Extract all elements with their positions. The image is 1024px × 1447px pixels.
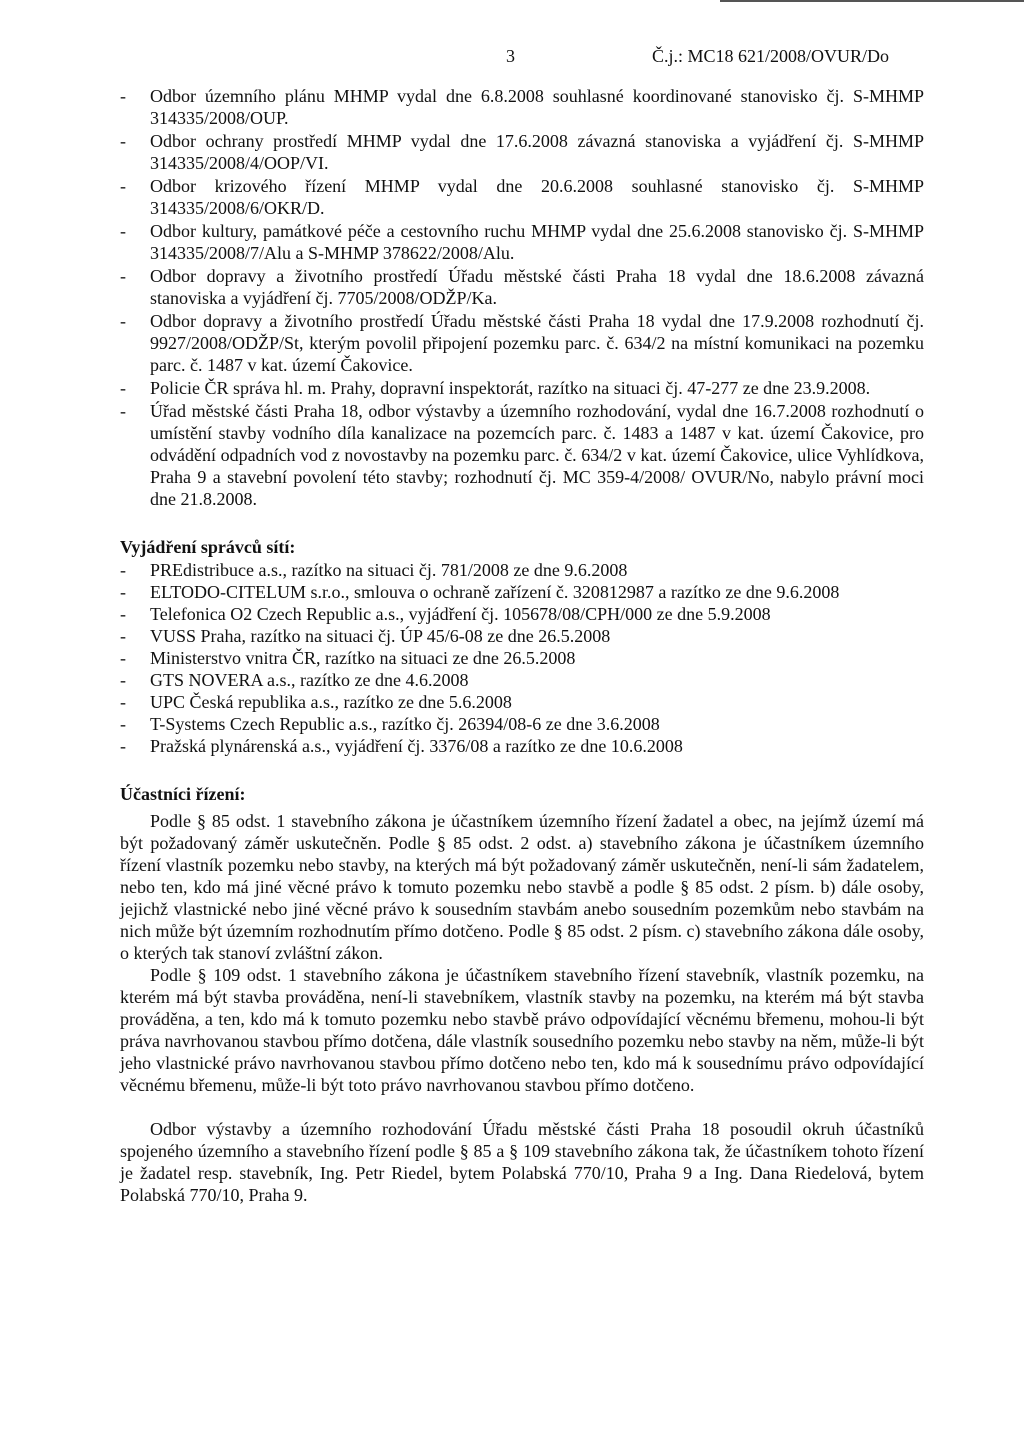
list-item: - PREdistribuce a.s., razítko na situaci čj. 781/2008 ze dne 9.6.2008: [120, 559, 924, 581]
list-item: - Úřad městské části Praha 18, odbor výstavby a územního rozhodování, vydal dne 16.7.2008 rozhodnutí o umístění stavby vodního díla kanalizace na pozemcích parc. č. 1483 a 1487 v kat. území Čakovice, pro odvádění odpadních vod z novostavby na pozemku parc. č. 634/2 v kat. území Čakovice, ulice Vyhlídkova, Praha 9 a stavební povolení této stavby; rozhodnutí čj. MC 359-4/2008/ OVUR/No, nabylo právní moci dne 21.8.2008.: [120, 400, 924, 510]
participants-paragraph-1: Podle § 85 odst. 1 stavebního zákona je účastníkem územního řízení žadatel a obec, na jejímž území má být požadovaný záměr uskutečněn. Podle § 85 odst. 2 odst. a) stavebního zákona je účastníkem územního řízení vlastník pozemku nebo stavby, na kterých má být požadovaný záměr uskutečněn, není-li sám žadatelem, nebo ten, kdo má jiné věcné právo k tomuto pozemku nebo stavbě a podle § 85 odst. 2 písm. b) dále osoby, jejichž vlastnické nebo jiné věcné právo k sousedním stavbám anebo sousedním pozemkům nebo stavbám na nich může být územním rozhodnutím přímo dotčeno. Podle § 85 odst. 2 písm. c) stavebního zákona dále osoby, o kterých tak stanoví zvláštní zákon.: [120, 811, 924, 963]
list-item: - Policie ČR správa hl. m. Prahy, dopravní inspektorát, razítko na situaci čj. 47-277 ze dne 23.9.2008.: [120, 377, 924, 399]
list-item: - UPC Česká republika a.s., razítko ze dne 5.6.2008: [120, 691, 924, 713]
list-item: - T-Systems Czech Republic a.s., razítko čj. 26394/08-6 ze dne 3.6.2008: [120, 713, 924, 735]
list-item: - GTS NOVERA a.s., razítko ze dne 4.6.2008: [120, 669, 924, 691]
list-item: - Odbor kultury, památkové péče a cestovního ruchu MHMP vydal dne 25.6.2008 stanovisko čj. S-MHMP 314335/2008/7/Alu a S-MHMP 378622/2008/Alu.: [120, 220, 924, 264]
network-section-title: Vyjádření správců sítí:: [120, 537, 296, 557]
network-operators-list: [120, 559, 924, 757]
document-reference: Č.j.: MC18 621/2008/OVUR/Do: [652, 46, 890, 66]
document-body: [120, 85, 924, 1206]
list-item: - Odbor ochrany prostředí MHMP vydal dne 17.6.2008 závazná stanoviska a vyjádření čj. S-MHMP 314335/2008/4/OOP/VI.: [120, 130, 924, 174]
scan-edge-line: [720, 0, 1024, 2]
list-item: - Odbor dopravy a životního prostředí Úřadu městské části Praha 18 vydal dne 18.6.2008 závazná stanoviska a vyjádření čj. 7705/2008/ODŽP/Ka.: [120, 265, 924, 309]
list-item: - Odbor krizového řízení MHMP vydal dne 20.6.2008 souhlasné stanovisko čj. S-MHMP 314335/2008/6/OKR/D.: [120, 175, 924, 219]
list-item: - Ministerstvo vnitra ČR, razítko na situaci ze dne 26.5.2008: [120, 647, 924, 669]
authority-statements-list: [120, 85, 924, 510]
page-number: 3: [506, 46, 515, 66]
list-item: - Pražská plynárenská a.s., vyjádření čj. 3376/08 a razítko ze dne 10.6.2008: [120, 735, 924, 757]
list-item: - ELTODO-CITELUM s.r.o., smlouva o ochraně zařízení č. 320812987 a razítko ze dne 9.6.2008: [120, 581, 924, 603]
participants-section-title: Účastníci řízení:: [120, 784, 246, 804]
participants-paragraph-3: Odbor výstavby a územního rozhodování Úřadu městské části Praha 18 posoudil okruh účastníků spojeného územního a stavebního řízení podle § 85 a § 109 stavebního zákona tak, že účastníkem tohoto řízení je žadatel resp. stavebník, Ing. Petr Riedel, bytem Polabská 770/10, Praha 9 a Ing. Dana Riedelová, bytem Polabská 770/10, Praha 9.: [120, 1119, 924, 1205]
list-item: - Telefonica O2 Czech Republic a.s., vyjádření čj. 105678/08/CPH/000 ze dne 5.9.2008: [120, 603, 924, 625]
list-item: - VUSS Praha, razítko na situaci čj. ÚP 45/6-08 ze dne 26.5.2008: [120, 625, 924, 647]
list-item: - Odbor dopravy a životního prostředí Úřadu městské části Praha 18 vydal dne 17.9.2008 rozhodnutí čj. 9927/2008/ODŽP/St, kterým povolil připojení pozemku parc. č. 634/2 na místní komunikaci na pozemku parc. č. 1487 v kat. území Čakovice.: [120, 310, 924, 376]
list-item: - Odbor územního plánu MHMP vydal dne 6.8.2008 souhlasné koordinované stanovisko čj. S-MHMP 314335/2008/OUP.: [120, 85, 924, 129]
participants-paragraph-2: Podle § 109 odst. 1 stavebního zákona je účastníkem stavebního řízení stavebník, vlastník pozemku, na kterém má být stavba prováděna, není-li stavebníkem, vlastník stavby na pozemku, na kterém má být stavba prováděna, a ten, kdo má k tomuto pozemku nebo stavbě právo odpovídající věcnému břemenu, mohou-li být práva navrhovanou stavbou přímo dotčena, dále vlastník sousedního pozemku nebo stavby na něm, může-li být jeho vlastnické právo navrhovanou stavbou přímo dotčeno nebo ten, kdo má k sousednímu právo odpovídající věcnému břemenu, může-li být toto právo navrhovanou stavbou přímo dotčeno.: [120, 965, 924, 1095]
page-header: [0, 45, 1024, 67]
